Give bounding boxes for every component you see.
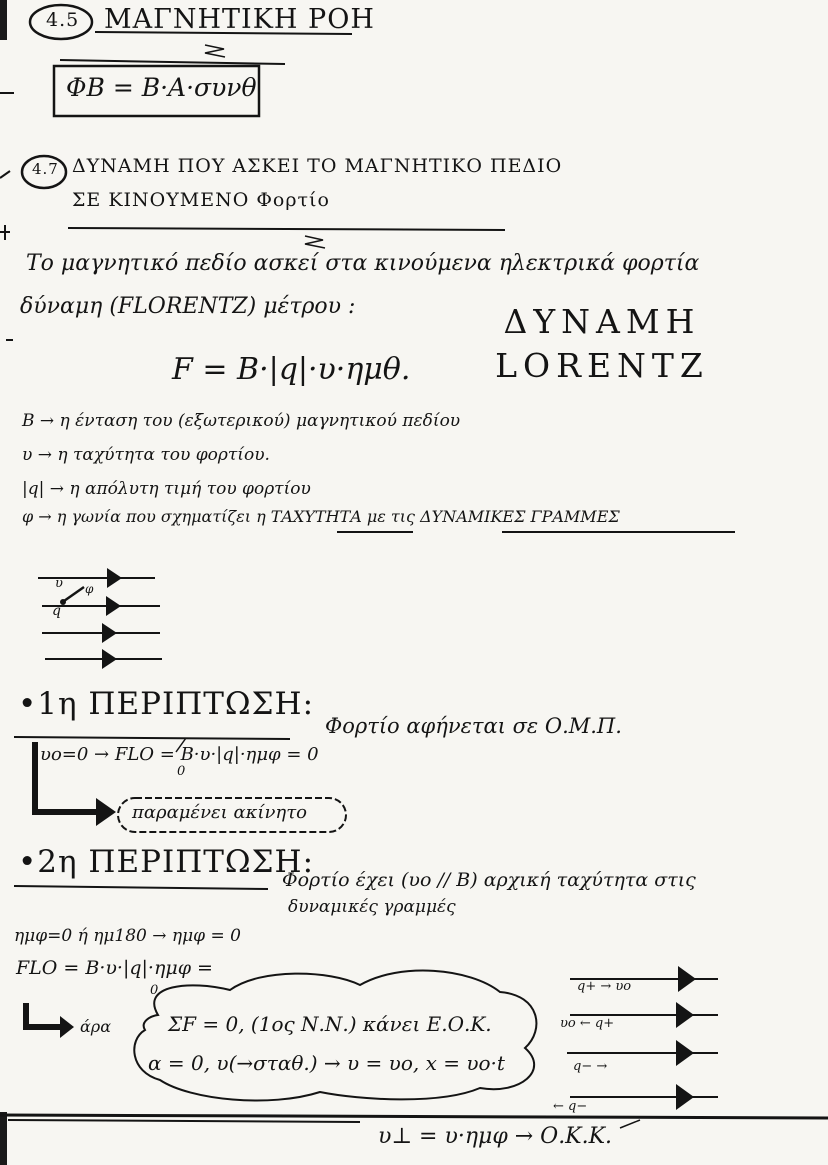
therefore-word: άρα (80, 1017, 112, 1036)
case2-underline (14, 886, 268, 889)
definition-line: φ → η γωνία που σχηματίζει η ΤΑΧΥΤΗΤΑ με τις ΔΥΝΑΜΙΚΕΣ ΓΡΑΜΜΕΣ (22, 507, 620, 526)
definition-line: |q| → η απόλυτη τιμή του φορτίου (22, 479, 311, 499)
case2-description: Φορτίο έχει (υο // B) αρχική ταχύτητα στις (282, 869, 696, 891)
intro-line: δύναμη (FLORENTZ) μέτρου : (20, 294, 356, 319)
case2-bracket-arrow (26, 1003, 62, 1027)
angle-label: φ (85, 582, 94, 596)
definition-line: B → η ένταση του (εξωτερικού) μαγνητικού πεδίου (22, 411, 461, 431)
velocity-label: υ (55, 576, 63, 591)
definition-line: υ → η ταχύτητα του φορτίου. (22, 445, 270, 465)
charge-velocity-label: ← q− (553, 1099, 588, 1114)
case2-description: δυναμικές γραμμές (288, 897, 456, 917)
lorentz-side-note: ΔΥΝΑΜΗ LORENTZ (495, 302, 709, 385)
case1-underline (14, 737, 290, 739)
section-number: 4.5 (46, 9, 80, 31)
case1-description: Φορτίο αφήνεται σε Ο.Μ.Π. (325, 714, 622, 738)
case1-equation: υο=0 → FLO = B·υ·|q|·ημφ = 0 (40, 744, 319, 765)
charge-velocity-label: q− → (573, 1059, 608, 1074)
section-title: ΜΑΓΝΗΤΙΚΗ ΡΟΗ (104, 4, 375, 35)
case1-result: παραμένει ακίνητο (132, 802, 307, 823)
intro-line: Το μαγνητικό πεδίο ασκεί στα κινούμενα ηλεκτρικά φορτία (26, 251, 700, 276)
section-number: 4.7 (32, 160, 59, 178)
zero-subscript: 0 (150, 983, 159, 998)
section-title: ΔΥΝΑΜΗ ΠΟΥ ΑΣΚΕΙ ΤΟ ΜΑΓΝΗΤΙΚΟ ΠΕΔΙΟ (72, 155, 563, 177)
conclusion-line: ΣF = 0, (1ος Ν.Ν.) κάνει Ε.Ο.Κ. (168, 1012, 492, 1036)
case1-heading: •1η ΠΕΡΙΠΤΩΣΗ: (18, 686, 315, 722)
conclusion-line: α = 0, υ(→σταθ.) → υ = υο, x = υο·t (148, 1051, 505, 1075)
zero-subscript: 0 (177, 764, 186, 779)
flux-formula: ΦB = B·A·συνθ (66, 73, 257, 102)
zigzag-arrow-mark (305, 236, 325, 248)
lorentz-formula: F = B·|q|·υ·ημθ. (172, 352, 411, 387)
title-underline (68, 228, 505, 230)
case2-equation: ημφ=0 ή ημ180 → ημφ = 0 (14, 926, 241, 946)
case2-equation: FLO = B·υ·|q|·ημφ = (16, 957, 213, 979)
zigzag-arrow-mark (205, 45, 225, 57)
charge-velocity-label: q+ → υο (577, 979, 632, 994)
charge-velocity-label: υο ← q+ (560, 1016, 615, 1031)
bottom-cut-line: υ⊥ = υ·ημφ → Ο.Κ.Κ. (378, 1124, 613, 1149)
page-bottom-rule (0, 1115, 828, 1118)
formula-box-top-line (60, 60, 285, 64)
charge-label: q (52, 603, 61, 619)
section-subtitle: ΣΕ ΚΙΝΟΥΜΕΝΟ Φορτίο (72, 189, 330, 211)
case2-heading: •2η ΠΕΡΙΠΤΩΣΗ: (18, 844, 315, 880)
